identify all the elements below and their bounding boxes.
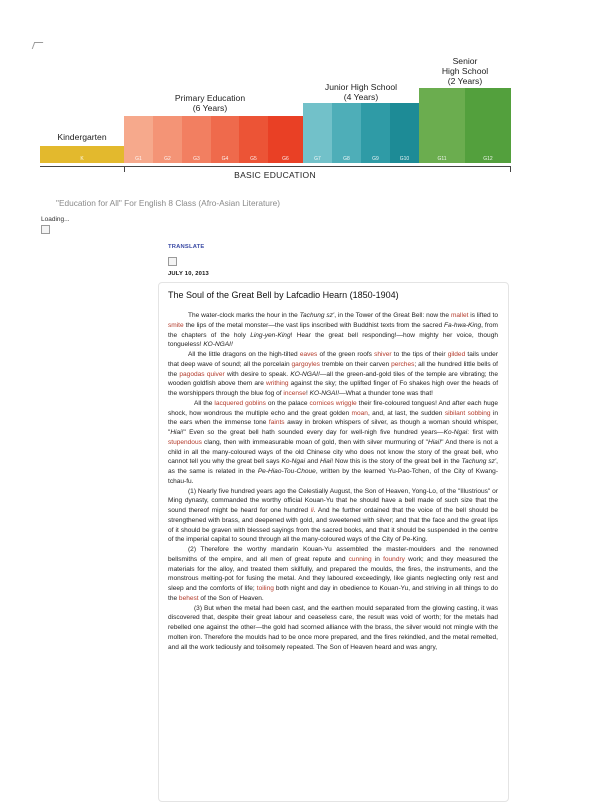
text: ! Now this is the story of the great bell in the — [331, 458, 462, 466]
grade-2-block — [153, 116, 182, 163]
text: Tachung sz' — [461, 458, 497, 466]
text: with desire to speak. — [224, 370, 291, 378]
primary-label-line1: Primary Education — [174, 93, 246, 103]
grade-7-block — [303, 103, 332, 163]
text: both night and day in obedience to Kouan-Yu, and striving in all things to do the — [168, 585, 498, 602]
junior-label-line1: Junior High School — [324, 82, 398, 92]
senior-high-label — [419, 56, 511, 86]
grade-3-block — [182, 116, 211, 163]
text: work; and they measured the materials for the alloy, and treated them skilfully, and prepared the moulds, the fires, the instruments, and the monstrous melting-pot for fusing the metal. And they laboured exceedingly, like giants neglecting only rest and sleep and the comforts of life; — [168, 555, 499, 592]
vocab-link[interactable]: smite — [168, 321, 184, 329]
text: , in the Tower of the Great Bell: now the — [334, 312, 451, 319]
paragraph-5 — [168, 545, 498, 604]
grade-5-block — [239, 116, 268, 163]
broken-image-icon — [41, 225, 50, 234]
text: Pe-Hiao-Tou-Choue — [257, 468, 316, 475]
paragraph-2 — [168, 350, 498, 399]
vocab-link[interactable]: pagodas — [179, 370, 205, 378]
text: , as the same is related in the — [168, 458, 498, 475]
vocab-link[interactable]: toiling — [256, 585, 274, 592]
grade-1-label: G1 — [135, 156, 142, 162]
text: " And there is not a child in all the many-coloured ways of the old Chinese city who does not know the story of the great bell, who cannot tell you why the great bell says — [168, 438, 498, 466]
text: clang, then with immeasurable moan of gold, then with silver murmuring of " — [201, 438, 428, 446]
text: , from the chapters of the holy — [168, 321, 499, 339]
text: Tachung sz' — [299, 312, 335, 319]
vocab-link[interactable]: eaves — [299, 351, 318, 358]
text: Hiai! — [170, 429, 184, 436]
vocab-link[interactable]: behest — [178, 594, 199, 602]
grade-10-block — [390, 103, 419, 163]
translate-link[interactable]: TRANSLATE — [168, 244, 205, 250]
text: (3) But when the metal had been cast, and the earthen mould separated from the glowing casting, it was discovered that, despite their great labour and ceaseless care, the result was void of worth; for the metals had rebelled one against the other—the gold had scorned alliance with the brass, the silver would not mingle with the molten iron. Therefore the moulds had to be once more prepared, and the fires rekindled, and the metal remelted, and all the work tediously and toilsomely repeated. The Son of Heaven heard and was angry, — [168, 604, 498, 651]
text: (1) Nearly five hundred years ago the Celestially August, the Son of Heaven, Yong-Lo, of the "Illustrious" or Ming dynasty, commanded the worthy official Kouan-Yu that he should have a bell made of such size that the sound thereof might be heard for one hundred — [168, 487, 498, 514]
paragraph-3 — [168, 399, 498, 487]
vocab-link[interactable]: li — [310, 507, 314, 514]
text: Ling-yen-King — [250, 331, 291, 339]
translate-image-icon — [168, 257, 177, 266]
text: and — [305, 458, 320, 466]
grade-4-block — [211, 116, 239, 163]
vocab-link[interactable]: writhing — [265, 380, 289, 388]
vocab-link[interactable]: cunning — [348, 555, 372, 563]
vocab-link[interactable]: incense — [283, 390, 306, 397]
vocab-link[interactable]: stupendous — [168, 438, 202, 446]
text: tails under that deep wave of sound; all the porcelain — [168, 351, 498, 368]
vocab-link[interactable]: gilded — [447, 351, 466, 358]
text: in — [371, 555, 384, 563]
grade-9-label: G9 — [372, 156, 379, 162]
vocab-link[interactable]: faints — [268, 419, 285, 427]
post-date: JULY 10, 2013 — [168, 271, 209, 277]
post-body — [168, 311, 498, 652]
text: KO-NGAI! — [309, 390, 340, 397]
senior-label-line1: Senior — [452, 56, 478, 66]
grade-12-block — [465, 88, 511, 163]
text: . And he further ordained that the voice of the bell should be strengthened with brass, and deepened with gold, and sweetened with silver; and that the face and the great lips of it should be graven with blessed sayings from the sacred books, and that it should be suspended in the centre of the imperial capital to sound through all the many-coloured ways of the City of Pe-King. — [168, 507, 499, 544]
kindergarten-label: Kindergarten — [57, 132, 107, 142]
text: Ko-Ngai — [443, 429, 468, 436]
text: ; all the hundred little bells of the — [168, 360, 498, 378]
paragraph-4 — [168, 487, 498, 546]
text: —What a thunder tone was that! — [339, 390, 433, 397]
text: ! — [305, 390, 310, 397]
text: —all the green-and-gold tiles of the temple are vibrating; the wooden goldfish above them are — [168, 370, 498, 388]
vocab-link[interactable]: perches — [391, 360, 415, 368]
vocab-link[interactable]: mallet — [450, 312, 469, 319]
text: Hiai! — [427, 438, 442, 446]
text: All the little dragons on the high-tilted — [188, 351, 300, 358]
vocab-link[interactable]: shiver — [374, 351, 392, 358]
senior-label-line3: (2 Years) — [447, 76, 483, 86]
paragraph-1 — [168, 311, 498, 350]
paragraph-6 — [168, 604, 498, 653]
vocab-link[interactable]: wriggle — [335, 399, 357, 407]
grade-8-block — [332, 103, 361, 163]
grade-12-label: G12 — [483, 156, 493, 162]
vocab-link[interactable]: lacquered goblins — [214, 399, 266, 407]
text: away in broken whispers of silver, as though a woman should whisper, " — [168, 419, 498, 436]
text: of the green roofs — [317, 351, 375, 358]
grade-k-label: K — [80, 156, 84, 162]
vocab-link[interactable]: foundry — [383, 555, 405, 563]
text: the lips of the metal monster—the vast lips inscribed with Buddhist texts from the sacred — [183, 321, 445, 329]
text: Ko-Ngai — [281, 458, 306, 466]
text: on the palace — [265, 399, 310, 407]
vocab-link[interactable]: sobbing — [467, 409, 491, 417]
text: , and, at last, the sudden — [367, 409, 445, 417]
post-title[interactable]: The Soul of the Great Bell by Lafcadio Hearn (1850-1904) — [168, 290, 399, 300]
text: is lifted to — [468, 312, 499, 319]
text: (2) Therefore the worthy mandarin Kouan-Yu assembled the master-moulders and the renowned bellsmiths of the empire, and all men of great repute and — [168, 546, 498, 563]
grade-4-label: G4 — [221, 156, 229, 162]
grade-10-label: G10 — [399, 156, 410, 162]
text: , written by the learned Yu-Pao-Tchen, of the City of Kwang-tchau-fu. — [168, 468, 499, 485]
vocab-link[interactable]: cornices — [309, 399, 334, 407]
corner-mark-icon — [32, 42, 44, 49]
text: Hiai — [319, 458, 332, 466]
text: to the tips of their — [391, 351, 448, 358]
grade-11-block — [419, 88, 465, 163]
text: " Even so the great bell hath sounded every day for well-nigh five hundred years— — [183, 429, 444, 436]
junior-label-line2: (4 Years) — [343, 92, 379, 102]
grade-9-block — [361, 103, 390, 163]
text: The water-clock marks the hour in the — [188, 312, 300, 319]
text: KO-NGAI! — [203, 341, 233, 349]
bracket-right-tick — [510, 166, 511, 172]
vocab-link[interactable]: quiver — [206, 370, 225, 378]
grade-k-block — [40, 146, 124, 163]
text: Fa-hwa-King — [444, 321, 482, 329]
text: in the ears when the immense tone — [168, 409, 499, 427]
text: their fire-coloured tongues! And after each huge shock, how wondrous the multiple echo and the great golden — [168, 399, 499, 417]
text: KO-NGAI! — [290, 370, 320, 378]
primary-label-line2: (6 Years) — [192, 103, 228, 113]
grade-5-label: G5 — [250, 156, 257, 162]
text: ! Hear the great bell responding!—how mighty her voice, though tongueless! — [168, 331, 498, 349]
text: tremble on their carven — [319, 360, 392, 368]
text: All the — [194, 399, 215, 407]
text: against the sky; the uplifted finger of Fo shakes high over the heads of the worshippers through the blue fog of — [168, 380, 499, 397]
grade-7-label: G7 — [314, 156, 321, 162]
loading-text: Loading... — [41, 216, 70, 223]
senior-label-line2: High School — [441, 66, 489, 76]
grade-11-label: G11 — [437, 156, 447, 162]
vocab-link[interactable]: sibilant — [444, 409, 466, 417]
vocab-link[interactable]: moan — [351, 409, 368, 417]
junior-high-label — [303, 82, 419, 102]
grade-3-label: G3 — [193, 156, 200, 162]
basic-education-bracket — [40, 166, 510, 167]
basic-education-label: BASIC EDUCATION — [234, 170, 316, 180]
primary-education-label — [124, 93, 296, 113]
grade-8-label: G8 — [343, 156, 350, 162]
grade-2-label: G2 — [164, 156, 171, 162]
grade-1-block — [124, 116, 153, 163]
grade-6-block — [268, 116, 303, 163]
text: : first with — [467, 429, 499, 436]
text: of the Son of Heaven. — [198, 594, 264, 602]
image-caption: "Education for All" For English 8 Class (Afro-Asian Literature) — [56, 198, 281, 208]
vocab-link[interactable]: gargoyles — [291, 360, 320, 368]
grade-6-label: G6 — [282, 156, 289, 162]
